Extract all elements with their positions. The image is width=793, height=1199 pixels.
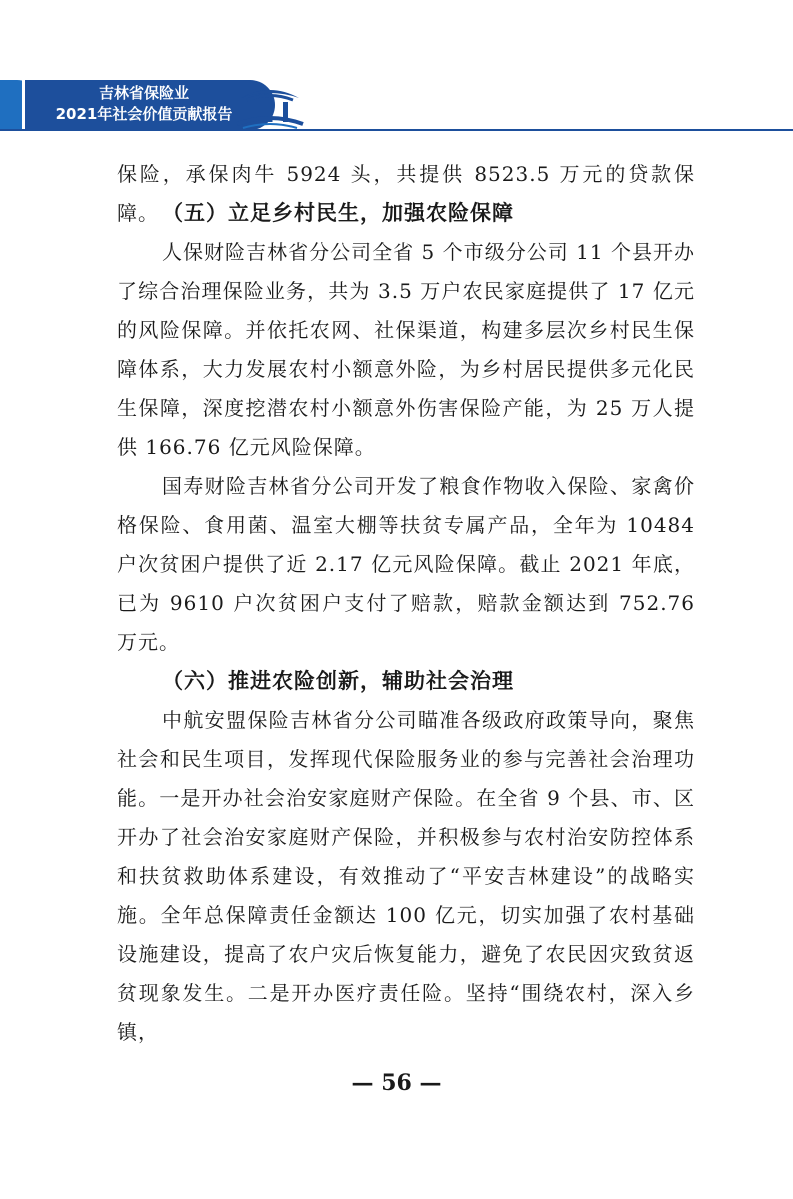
section5-paragraph-1: 人保财险吉林省分公司全省 5 个市级分公司 11 个县开办了综合治理保险业务，共为 3.5 万户农民家庭提供了 17 亿元的风险保障。并依托农网、社保渠道，构建多层次乡村民生保障体系，大力发展农村小额意外险，为乡村居民提供多元化民生保障，深度挖潜农村小额意外伤害保险产能，为 25 万人提供 166.76 亿元风险保障。 — [117, 240, 695, 459]
report-title — [44, 83, 244, 125]
report-header — [0, 80, 320, 130]
building-arch-logo-icon — [233, 80, 307, 130]
continuation-paragraph: 保险，承保肉牛 5924 头，共提供 8523.5 万元的贷款保障。 — [117, 162, 695, 225]
report-title-line2: 2021年社会价值贡献报告 — [55, 105, 233, 123]
section6-paragraph-1: 中航安盟保险吉林省分公司瞄准各级政府政策导向，聚焦社会和民生项目，发挥现代保险服务业的参与完善社会治理功能。一是开办社会治安家庭财产保险。在全省 9 个县、市、区开办了社会治安家庭财产保险，并积极参与农村治安防控体系和扶贫救助体系建设，有效推动了“平安吉林建设”的战略实施。全年总保障责任金额达 100 亿元，切实加强了农村基础设施建设，提高了农户灾后恢复能力，避免了农民因灾致贫返贫现象发生。二是开办医疗责任险。坚持“围绕农村，深入乡镇， — [117, 708, 695, 1044]
page-number: — 56 — — [351, 1070, 442, 1096]
report-title-line1: 吉林省保险业 — [98, 84, 189, 102]
section-heading-5: （五）立足乡村民生，加强农险保障 — [162, 201, 514, 225]
section5-paragraph-2: 国寿财险吉林省分公司开发了粮食作物收入保险、家禽价格保险、食用菌、温室大棚等扶贫专属产品，全年为 10484 户次贫困户提供了近 2.17 亿元风险保障。截止 2021 年底，已为 9610 户次贫困户支付了赔款，赔款金额达到 752.76 万元。 — [117, 474, 695, 654]
header-divider — [0, 129, 793, 131]
section-heading-6: （六）推进农险创新，辅助社会治理 — [162, 669, 514, 693]
